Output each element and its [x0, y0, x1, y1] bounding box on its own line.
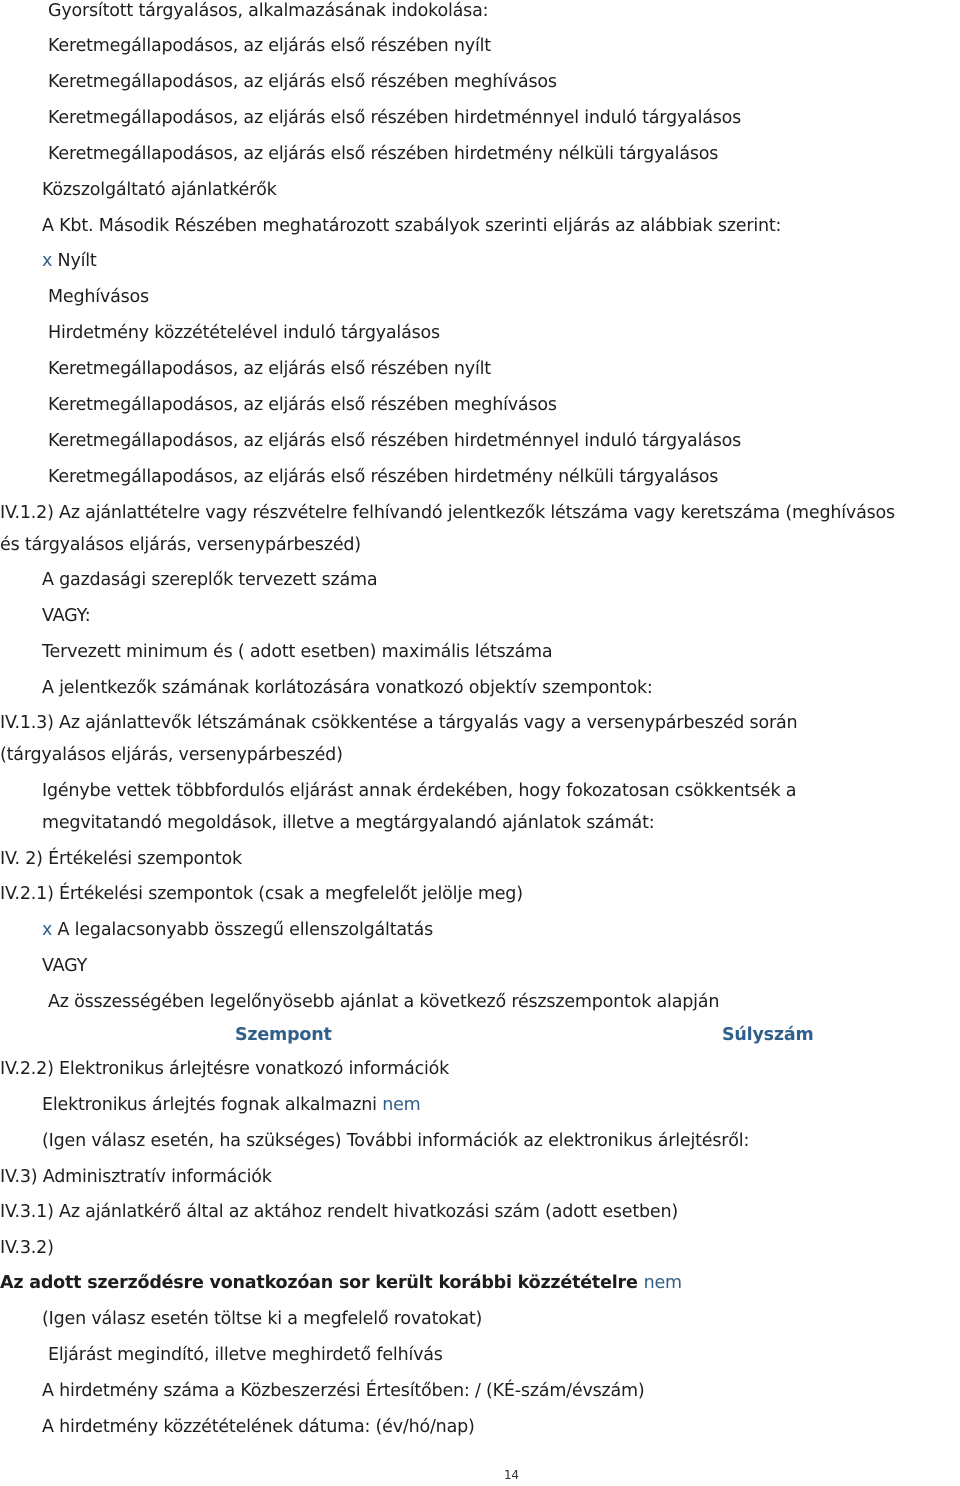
previous-publication-label: Az adott szerződésre vonatkozóan sor került korábbi közzétételre	[0, 1273, 638, 1293]
min-max-count: Tervezett minimum és ( adott esetben) maximális létszáma	[42, 642, 553, 662]
notice-date: A hirdetmény közzétételének dátuma: (év/hó/nap)	[42, 1417, 475, 1437]
option-framework-restricted: Keretmegállapodásos, az eljárás első részében meghívásos	[48, 72, 557, 92]
weight-column-header: Súlyszám	[722, 1025, 814, 1045]
criterion-column-header: Szempont	[235, 1025, 332, 1045]
or-label-2: VAGY	[42, 956, 88, 976]
option-framework-open: Keretmegállapodásos, az eljárás első részében nyílt	[48, 36, 491, 56]
e-auction-label: Elektronikus árlejtés fognak alkalmazni	[42, 1095, 377, 1115]
lowest-price-option	[42, 919, 433, 941]
option-restricted: Meghívásos	[48, 287, 149, 307]
most-advantageous-option: Az összességében legelőnyösebb ajánlat a következő részszempontok alapján	[48, 992, 720, 1012]
page-number: 14	[504, 1468, 519, 1482]
section-4-3-1-reference: IV.3.1) Az ajánlatkérő által az aktához rendelt hivatkozási szám (adott esetben)	[0, 1202, 679, 1222]
planned-operators-count: A gazdasági szereplők tervezett száma	[42, 570, 378, 590]
option-framework-negotiated-without-notice: Keretmegállapodásos, az eljárás első részében hirdetmény nélküli tárgyalásos	[48, 144, 719, 164]
fill-note: (Igen válasz esetén töltse ki a megfelelő rovatokat)	[42, 1309, 483, 1329]
option-framework-negotiated-with-notice-2: Keretmegállapodásos, az eljárás első részében hirdetménnyel induló tárgyalásos	[48, 431, 742, 451]
multi-stage-text: Igénybe vettek többfordulós eljárást annak érdekében, hogy fokozatosan csökkentsék a	[42, 781, 797, 801]
section-4-1-3-heading-cont: (tárgyalásos eljárás, versenypárbeszéd)	[0, 745, 343, 765]
section-4-1-2-heading-cont: és tárgyalásos eljárás, versenypárbeszéd)	[0, 535, 361, 555]
section-4-2-1-heading: IV.2.1) Értékelési szempontok (csak a megfelelőt jelölje meg)	[0, 884, 523, 904]
multi-stage-text-cont: megvitatandó megoldások, illetve a megtárgyalandó ajánlatok számát:	[42, 813, 655, 833]
or-label: VAGY:	[42, 606, 91, 626]
option-accelerated-negotiated: Gyorsított tárgyalásos, alkalmazásának indokolása:	[48, 1, 489, 21]
option-utility-contracting: Közszolgáltató ajánlatkérők	[42, 180, 277, 200]
section-4-2-2-heading: IV.2.2) Elektronikus árlejtésre vonatkozó információk	[0, 1059, 450, 1079]
option-framework-restricted-2: Keretmegállapodásos, az eljárás első részében meghívásos	[48, 395, 557, 415]
option-framework-negotiated-with-notice: Keretmegállapodásos, az eljárás első részében hirdetménnyel induló tárgyalásos	[48, 108, 742, 128]
section-4-2-heading: IV. 2) Értékelési szempontok	[0, 849, 242, 869]
e-auction-note: (Igen válasz esetén, ha szükséges) További információk az elektronikus árlejtésről:	[42, 1131, 750, 1151]
section-4-1-2-heading: IV.1.2) Az ajánlattételre vagy részvételre felhívandó jelentkezők létszáma vagy keretszáma (meghívásos	[0, 503, 895, 523]
option-framework-negotiated-without-notice-2: Keretmegállapodásos, az eljárás első részében hirdetmény nélküli tárgyalásos	[48, 467, 719, 487]
e-auction-question	[42, 1094, 421, 1116]
check-mark: x	[42, 920, 53, 940]
option-framework-open-2: Keretmegállapodásos, az eljárás első részében nyílt	[48, 359, 491, 379]
notice-type: Eljárást megindító, illetve meghirdető felhívás	[48, 1345, 443, 1365]
part-two-intro: A Kbt. Második Részében meghatározott szabályok szerinti eljárás az alábbiak szerint:	[42, 216, 782, 236]
section-4-3-2-heading: IV.3.2)	[0, 1238, 54, 1258]
option-negotiated-with-publication: Hirdetmény közzétételével induló tárgyalásos	[48, 323, 440, 343]
section-4-3-heading: IV.3) Adminisztratív információk	[0, 1167, 272, 1187]
check-mark: x	[42, 251, 53, 271]
option-open-label: Nyílt	[57, 251, 97, 271]
notice-number: A hirdetmény száma a Közbeszerzési Értesítőben: / (KÉ-szám/évszám)	[42, 1381, 645, 1401]
part-two-selected-option	[42, 250, 97, 272]
e-auction-answer: nem	[382, 1095, 421, 1115]
limitation-criteria: A jelentkezők számának korlátozására vonatkozó objektív szempontok:	[42, 678, 653, 698]
section-4-1-3-heading: IV.1.3) Az ajánlattevők létszámának csökkentése a tárgyalás vagy a versenypárbeszéd során	[0, 713, 798, 733]
previous-publication-answer: nem	[643, 1273, 682, 1293]
previous-publication	[0, 1272, 682, 1294]
lowest-price-label: A legalacsonyabb összegű ellenszolgáltatás	[57, 920, 433, 940]
